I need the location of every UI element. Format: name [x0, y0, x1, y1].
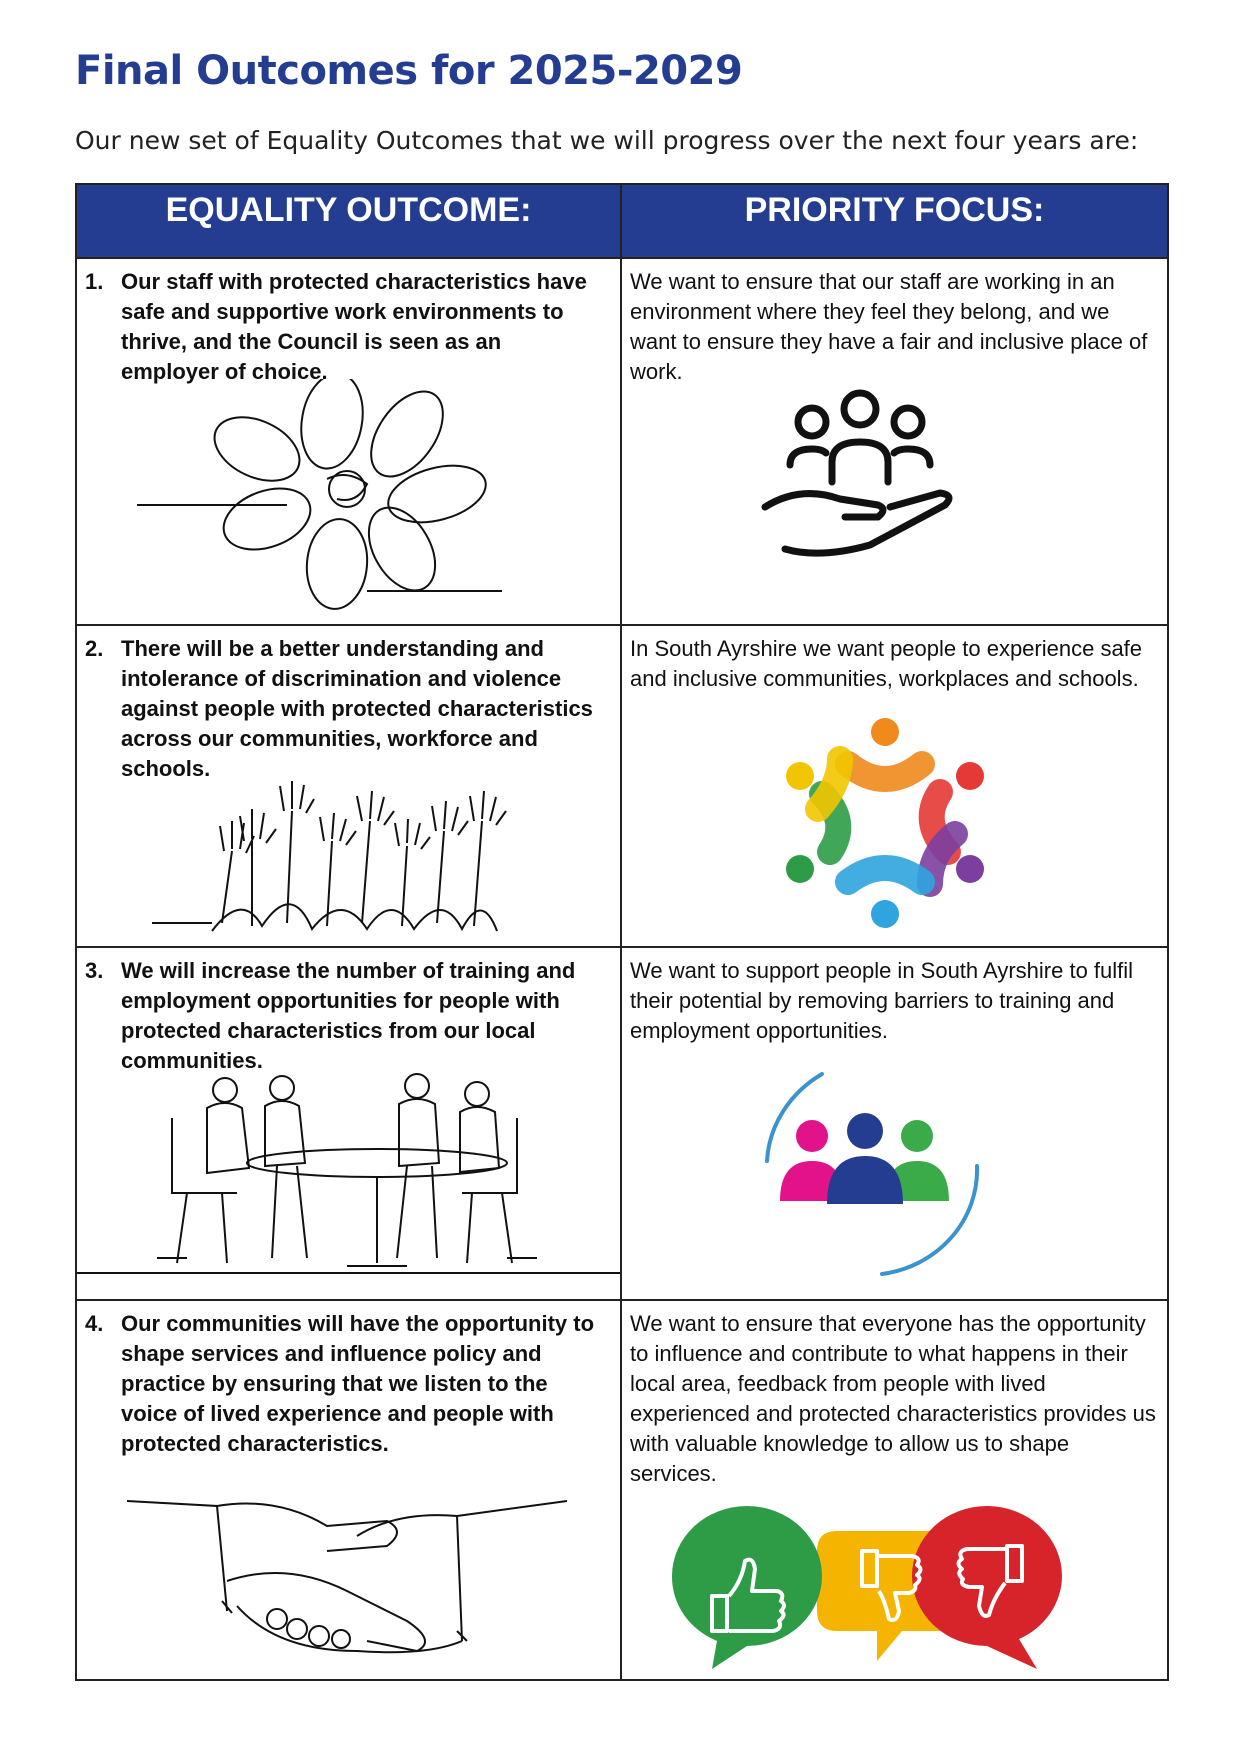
table-row-1-focus — [622, 259, 1167, 624]
focus-text: We want to ensure that everyone has the opportunity to influence and contribute to what happens in their local area, feedback from people with lived experienced and protected characteristics provides us with valuable knowledge to allow us to shape services. — [630, 1311, 1156, 1486]
row-number: 4. — [85, 1311, 104, 1336]
feedback-thumbs-icon — [667, 1501, 1067, 1673]
row-number: 2. — [85, 636, 104, 661]
outcome-text: There will be a better understanding and intolerance of discrimination and violence against people with protected characteristics across our communities, workforce and schools. — [121, 636, 593, 781]
table-row-3-outcome — [77, 948, 620, 1299]
table-row-4-outcome — [77, 1301, 620, 1679]
outcome-text: Our staff with protected characteristics have safe and supportive work environments to thrive, and the Council is seen as an employer of choice. — [121, 269, 587, 384]
column-header-priority-focus: PRIORITY FOCUS: — [622, 185, 1167, 257]
three-people-circle-icon — [752, 1056, 992, 1286]
table-row-2-outcome — [77, 626, 620, 946]
row-number: 3. — [85, 958, 104, 983]
table-row-4-focus — [622, 1301, 1167, 1679]
raised-hands-icon — [152, 781, 532, 941]
intro-text: Our new set of Equality Outcomes that we will progress over the next four years are: — [75, 126, 1139, 155]
table-row-2-focus — [622, 626, 1167, 946]
focus-text: We want to ensure that our staff are working in an environment where they feel they belong, and we want to ensure they have a fair and inclusive place of work. — [630, 269, 1148, 384]
page-title: Final Outcomes for 2025-2029 — [75, 48, 743, 94]
outcome-text: Our communities will have the opportunity to shape services and influence policy and practice by ensuring that we listen to the voice of lived experience and people with protected characteristics. — [121, 1311, 595, 1456]
outcomes-table — [75, 183, 1169, 1681]
meeting-table-icon — [77, 1068, 620, 1293]
column-header-equality-outcome: EQUALITY OUTCOME: — [77, 185, 620, 257]
focus-text: We want to support people in South Ayrshire to fulfil their potential by removing barriers to training and employment opportunities. — [630, 958, 1134, 1043]
row-number: 1. — [85, 269, 104, 294]
outcome-text: We will increase the number of training and employment opportunities for people with protected characteristics from our local communities. — [121, 958, 576, 1073]
colorful-people-circle-icon — [770, 714, 1000, 929]
handshake-icon — [127, 1491, 567, 1671]
hand-holding-people-icon — [760, 387, 960, 562]
focus-text: In South Ayrshire we want people to experience safe and inclusive communities, workplaces and schools. — [630, 636, 1143, 691]
hands-together-icon — [137, 379, 577, 614]
table-row-1-outcome — [77, 259, 620, 624]
table-row-3-focus — [622, 948, 1167, 1299]
